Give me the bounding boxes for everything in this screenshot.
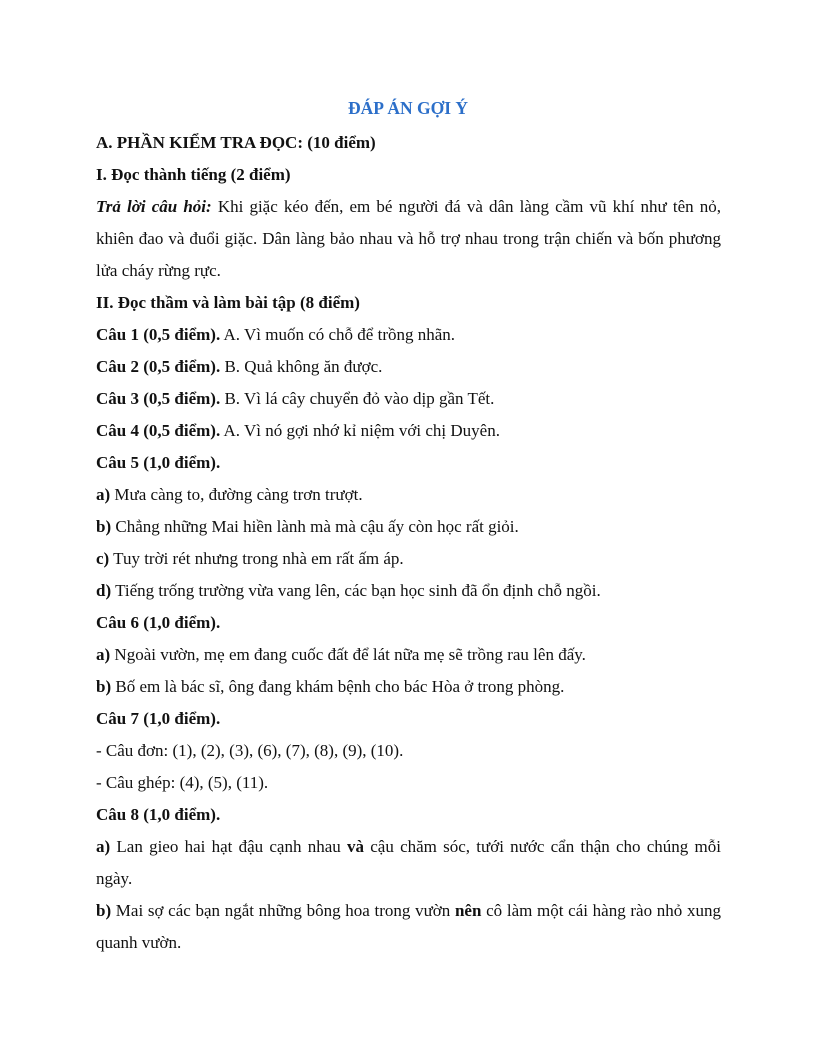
question-label: Câu 4 (0,5 điểm). [96,421,221,440]
conjunction-highlight: và [347,837,364,856]
section-i-heading: I. Đọc thành tiếng (2 điểm) [96,165,291,184]
item-text: Mưa càng to, đường càng trơn trượt. [110,485,363,504]
answer-text: Khi giặc kéo đến, em bé người đá và dân làng cầm vũ khí như tên nỏ, khiên đao và đuổi giặc. Dân làng bảo nhau và hỗ trợ nhau trong trận chiến và bốn phương lửa cháy rừng rực. [96,197,722,280]
question-6-item [96,671,721,703]
question-2 [96,351,721,383]
question-6-item [96,639,721,671]
question-answer: A. Vì nó gợi nhớ kỉ niệm với chị Duyên. [220,421,500,440]
question-5-item [96,575,721,607]
question-7-heading: Câu 7 (1,0 điểm). [96,709,221,728]
question-8-item-b [96,895,721,959]
question-8-heading: Câu 8 (1,0 điểm). [96,805,221,824]
question-5-item [96,543,721,575]
item-mark: a) [96,485,111,504]
question-4 [96,415,721,447]
compound-sentences-line: - Câu ghép: (4), (5), (11). [96,773,269,792]
section-a-heading: A. PHẦN KIỂM TRA ĐỌC: (10 điểm) [96,133,376,152]
question-8-item-a [96,831,721,895]
question-label: Câu 1 (0,5 điểm). [96,325,221,344]
item-mark: a) [96,837,111,856]
document-body [96,127,721,959]
item-text: Bố em là bác sĩ, ông đang khám bệnh cho bác Hòa ở trong phòng. [111,677,565,696]
item-mark: a) [96,645,111,664]
question-5-heading: Câu 5 (1,0 điểm). [96,453,221,472]
question-5-item [96,479,721,511]
question-1 [96,319,721,351]
item-text: Ngoài vườn, mẹ em đang cuốc đất để lát nữa mẹ sẽ trồng rau lên đấy. [110,645,586,664]
item-text: Tiếng trống trường vừa vang lên, các bạn học sinh đã ổn định chỗ ngồi. [111,581,601,600]
item-text: Chẳng những Mai hiền lành mà mà cậu ấy còn học rất giỏi. [111,517,519,536]
section-ii-heading: II. Đọc thầm và làm bài tập (8 điểm) [96,293,360,312]
question-answer: B. Quả không ăn được. [220,357,383,376]
question-3 [96,383,721,415]
item-mark: b) [96,677,112,696]
reading-answer-paragraph [96,191,721,287]
item-text: Tuy trời rét nhưng trong nhà em rất ấm áp. [109,549,404,568]
question-6-heading: Câu 6 (1,0 điểm). [96,613,221,632]
item-mark: c) [96,549,110,568]
item-text-before: Lan gieo hai hạt đậu cạnh nhau [110,837,347,856]
item-text-after: cô làm một cái hàng rào nhỏ xung quanh vườn. [96,901,721,952]
item-mark: d) [96,581,112,600]
question-answer: A. Vì muốn có chỗ để trồng nhãn. [220,325,456,344]
simple-sentences-line: - Câu đơn: (1), (2), (3), (6), (7), (8), (9), (10). [96,741,404,760]
question-label: Câu 2 (0,5 điểm). [96,357,221,376]
item-text-after: cậu chăm sóc, tưới nước cẩn thận cho chúng mỗi ngày. [96,837,721,888]
item-text-before: Mai sợ các bạn ngắt những bông hoa trong vườn [111,901,455,920]
question-label: Câu 3 (0,5 điểm). [96,389,221,408]
answer-label: Trả lời câu hỏi: [96,197,212,216]
answer-key-title: ĐÁP ÁN GỢI Ý [347,98,469,118]
question-answer: B. Vì lá cây chuyển đỏ vào dịp gần Tết. [220,389,495,408]
conjunction-highlight: nên [454,901,482,920]
item-mark: b) [96,517,112,536]
item-mark: b) [96,901,112,920]
question-5-item [96,511,721,543]
